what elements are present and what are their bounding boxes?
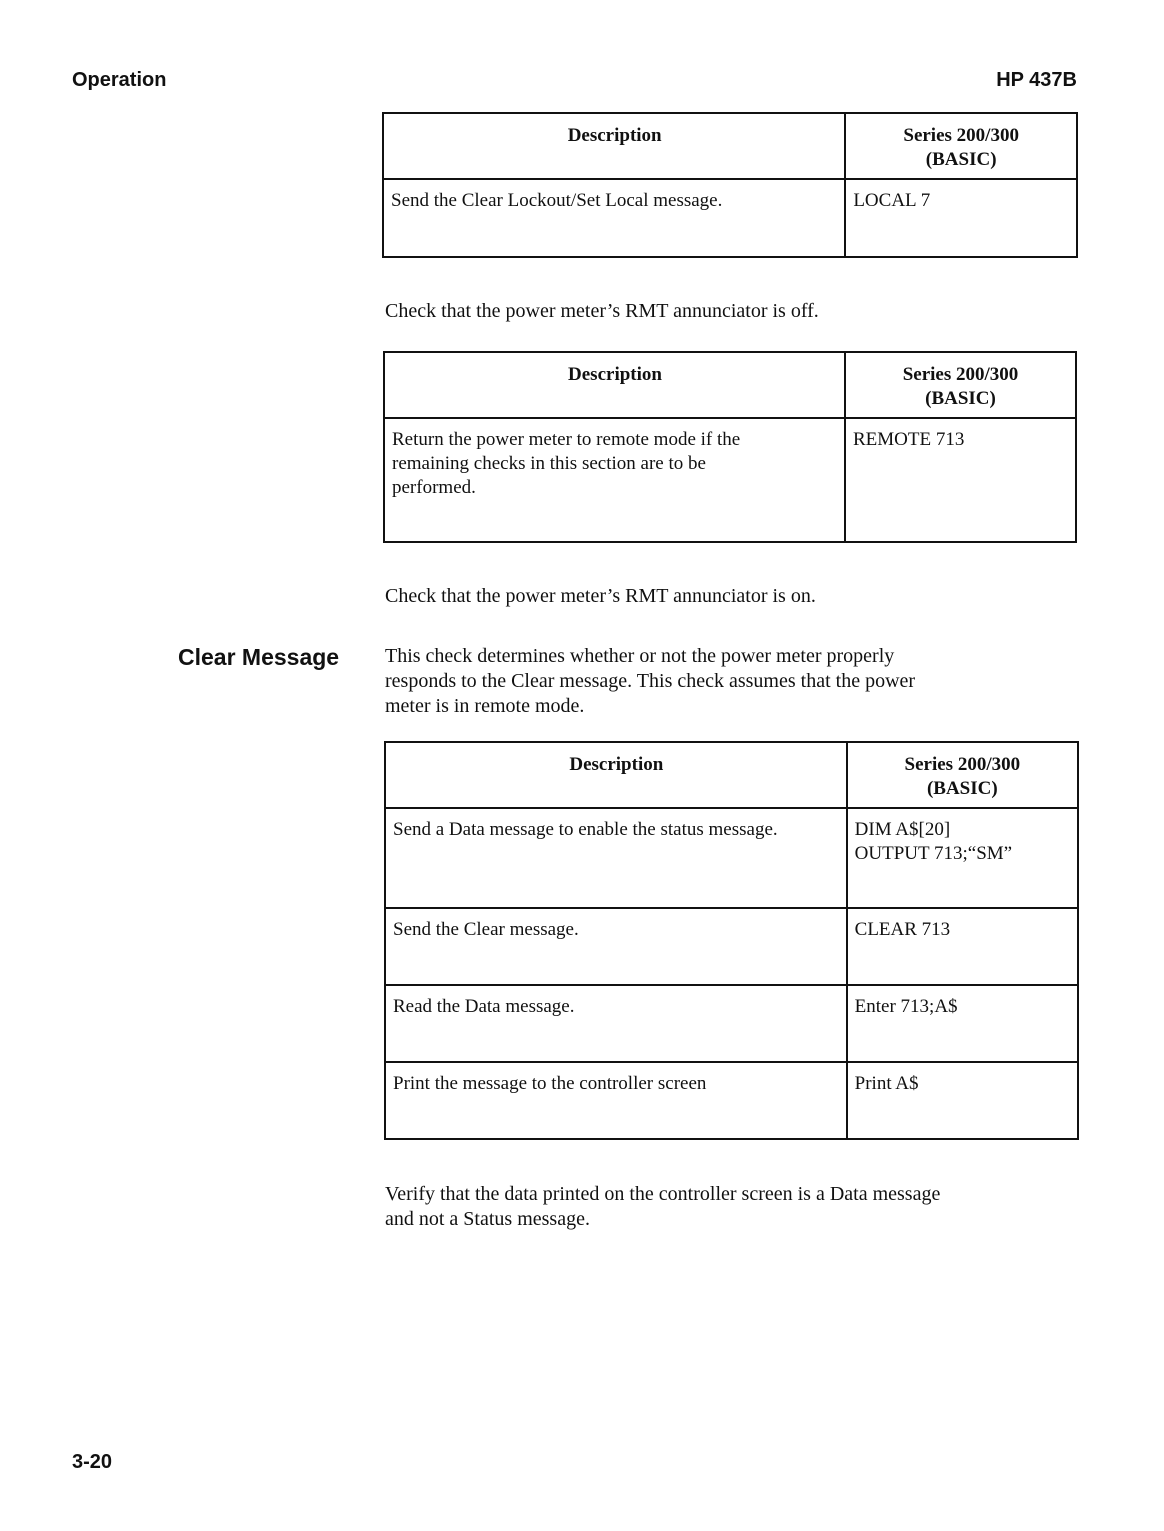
table-header-row bbox=[383, 113, 1077, 179]
table-row bbox=[385, 908, 1078, 985]
row-code: LOCAL 7 bbox=[845, 179, 1077, 257]
table-header-row bbox=[385, 742, 1078, 808]
table-row bbox=[383, 179, 1077, 257]
row-description: Read the Data message. bbox=[385, 985, 847, 1062]
running-header-section: Operation bbox=[72, 69, 167, 91]
row-description: Send the Clear message. bbox=[385, 908, 847, 985]
table-row bbox=[385, 985, 1078, 1062]
series-header-line2: (BASIC) bbox=[925, 149, 997, 170]
series-column-header bbox=[845, 113, 1077, 179]
table-row bbox=[385, 1062, 1078, 1139]
running-header-model: HP 437B bbox=[996, 69, 1077, 91]
description-column-header: Description bbox=[385, 742, 847, 808]
row-description-line3: performed. bbox=[392, 477, 476, 498]
series-header-line1: Series 200/300 bbox=[902, 364, 1019, 385]
intro-line3: meter is in remote mode. bbox=[385, 695, 585, 717]
page-number: 3-20 bbox=[72, 1451, 113, 1473]
table-header-row bbox=[384, 352, 1076, 418]
row-description: Send the Clear Lockout/Set Local message. bbox=[383, 179, 845, 257]
row-description: Print the message to the controller screen bbox=[385, 1062, 847, 1139]
clear-message-intro bbox=[385, 644, 1075, 719]
row-code: Enter 713;A$ bbox=[847, 985, 1078, 1062]
verify-line2: and not a Status message. bbox=[385, 1208, 590, 1230]
series-header-line2: (BASIC) bbox=[925, 388, 996, 409]
table-row bbox=[385, 808, 1078, 908]
row-code: Print A$ bbox=[847, 1062, 1078, 1139]
section-heading: Clear Message bbox=[178, 644, 340, 670]
row-code bbox=[847, 808, 1078, 908]
row-description bbox=[384, 418, 845, 542]
check-rmt-off-text: Check that the power meter’s RMT annunciator is off. bbox=[385, 300, 819, 322]
series-column-header bbox=[845, 352, 1076, 418]
clear-message-command-table bbox=[384, 741, 1079, 1140]
remote-command-table bbox=[383, 351, 1077, 543]
verify-line1: Verify that the data printed on the controller screen is a Data message bbox=[385, 1183, 941, 1205]
row-description: Send a Data message to enable the status message. bbox=[385, 808, 847, 908]
row-code: CLEAR 713 bbox=[847, 908, 1078, 985]
series-header-line1: Series 200/300 bbox=[903, 125, 1019, 146]
series-column-header bbox=[847, 742, 1078, 808]
table-row bbox=[384, 418, 1076, 542]
series-header-line1: Series 200/300 bbox=[904, 754, 1021, 775]
series-header-line2: (BASIC) bbox=[926, 778, 998, 799]
row-description-line2: remaining checks in this section are to be bbox=[392, 453, 706, 474]
row-code-line1: DIM A$[20] bbox=[854, 819, 951, 840]
intro-line1: This check determines whether or not the power meter properly bbox=[385, 645, 895, 667]
description-column-header: Description bbox=[383, 113, 845, 179]
check-rmt-on-text: Check that the power meter’s RMT annunciator is on. bbox=[385, 585, 816, 607]
description-column-header: Description bbox=[384, 352, 845, 418]
verify-data-message-text bbox=[385, 1182, 1075, 1232]
row-description-line1: Return the power meter to remote mode if the bbox=[392, 429, 741, 450]
local-command-table bbox=[382, 112, 1078, 258]
row-code: REMOTE 713 bbox=[845, 418, 1076, 542]
intro-line2: responds to the Clear message. This check assumes that the power bbox=[385, 670, 916, 692]
row-code-line2: OUTPUT 713;“SM” bbox=[854, 843, 1013, 864]
